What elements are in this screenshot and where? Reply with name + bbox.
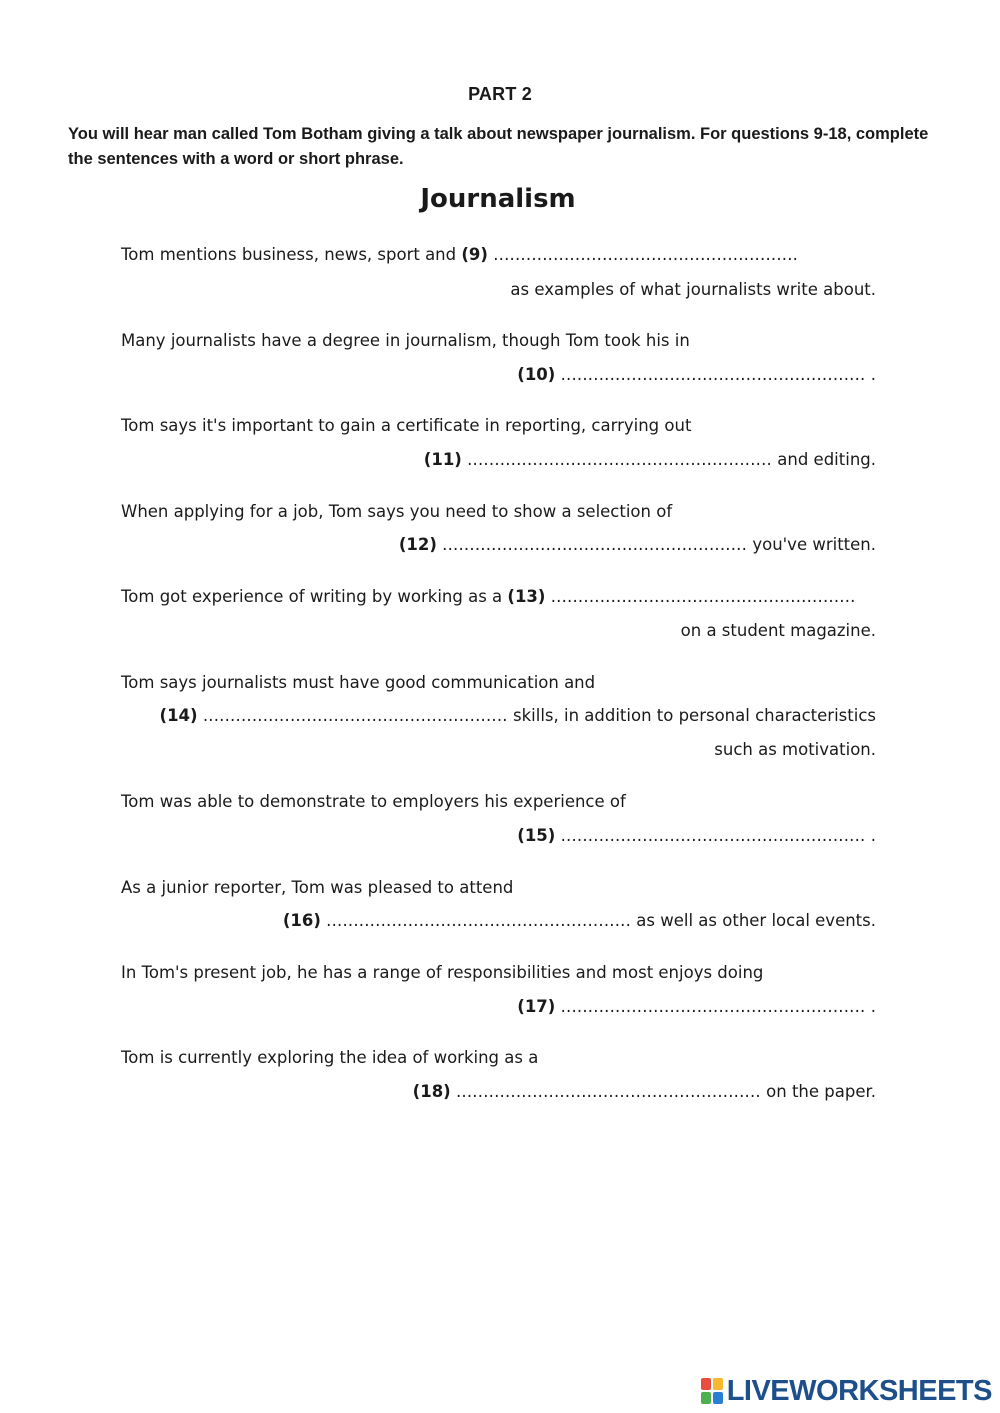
question-number: (10) — [517, 365, 556, 384]
question-number: (16) — [282, 911, 321, 930]
question-10-line: Many journalists have a degree in journalism, though Tom took his in — [121, 331, 690, 350]
question-number: (11) — [423, 450, 462, 469]
answer-blank-14[interactable]: ........................................................ — [202, 706, 508, 725]
question-number: (12) — [398, 535, 437, 554]
question-11-answer-line — [424, 449, 876, 471]
question-16-line: As a junior reporter, Tom was pleased to attend — [121, 878, 514, 897]
question-17-answer-line — [517, 996, 876, 1018]
question-13-line — [121, 586, 856, 608]
question-13-continuation: on a student magazine. — [680, 621, 876, 640]
answer-blank-15[interactable]: ........................................................ — [560, 826, 866, 845]
answer-blank-11[interactable]: ........................................................ — [467, 450, 773, 469]
question-10-answer-line — [517, 364, 876, 386]
question-number: (17) — [517, 997, 556, 1016]
question-9-continuation: as examples of what journalists write about. — [510, 280, 876, 299]
logo-square — [701, 1392, 711, 1404]
question-number: (13) — [507, 587, 546, 606]
question-14-answer-line — [160, 705, 876, 727]
liveworksheets-logo-text: LIVEWORKSHEETS — [726, 1374, 992, 1407]
question-number: (9) — [461, 245, 488, 264]
liveworksheets-logo-icon — [701, 1378, 723, 1404]
liveworksheets-logo — [701, 1374, 992, 1408]
question-text: and editing. — [777, 450, 876, 469]
answer-blank-18[interactable]: ........................................................ — [455, 1082, 761, 1101]
part-heading: PART 2 — [468, 84, 532, 104]
question-text: you've written. — [752, 535, 876, 554]
question-18-answer-line — [413, 1081, 876, 1103]
question-15-line: Tom was able to demonstrate to employers his experience of — [121, 792, 626, 811]
question-14-line: Tom says journalists must have good communication and — [121, 673, 596, 692]
question-15-answer-line — [517, 825, 876, 847]
question-9-line — [121, 244, 798, 266]
question-text: Tom mentions business, news, sport and — [121, 245, 457, 264]
page-title: Journalism — [420, 184, 576, 214]
question-text: on the paper. — [766, 1082, 876, 1101]
question-14-continuation: such as motivation. — [714, 740, 876, 759]
question-text: as well as other local events. — [636, 911, 876, 930]
answer-blank-16[interactable]: ........................................................ — [326, 911, 632, 930]
question-12-line: When applying for a job, Tom says you need to show a selection of — [121, 502, 673, 521]
logo-square — [713, 1392, 723, 1404]
question-text: . — [870, 997, 876, 1016]
instructions: You will hear man called Tom Botham giving a talk about newspaper journalism. For questions 9-18, complete the sentences with a word or short phrase. — [68, 125, 929, 168]
question-12-answer-line — [399, 534, 876, 556]
question-number: (15) — [517, 826, 556, 845]
question-text: skills, in addition to personal characteristics — [513, 706, 876, 725]
question-number: (14) — [159, 706, 198, 725]
logo-square — [701, 1378, 711, 1390]
answer-blank-13[interactable]: ........................................................ — [550, 587, 856, 606]
logo-square — [713, 1378, 723, 1390]
answer-blank-12[interactable]: ........................................................ — [442, 535, 748, 554]
answer-blank-10[interactable]: ........................................................ — [560, 365, 866, 384]
question-17-line: In Tom's present job, he has a range of responsibilities and most enjoys doing — [121, 963, 764, 982]
question-text: . — [870, 826, 876, 845]
question-18-line: Tom is currently exploring the idea of working as a — [121, 1048, 539, 1067]
question-16-answer-line — [283, 910, 876, 932]
answer-blank-17[interactable]: ........................................................ — [560, 997, 866, 1016]
question-text: Tom got experience of writing by working as a — [121, 587, 503, 606]
question-number: (18) — [412, 1082, 451, 1101]
question-text: . — [870, 365, 876, 384]
answer-blank-9[interactable]: ........................................................ — [493, 245, 799, 264]
question-11-line: Tom says it's important to gain a certificate in reporting, carrying out — [121, 416, 692, 435]
